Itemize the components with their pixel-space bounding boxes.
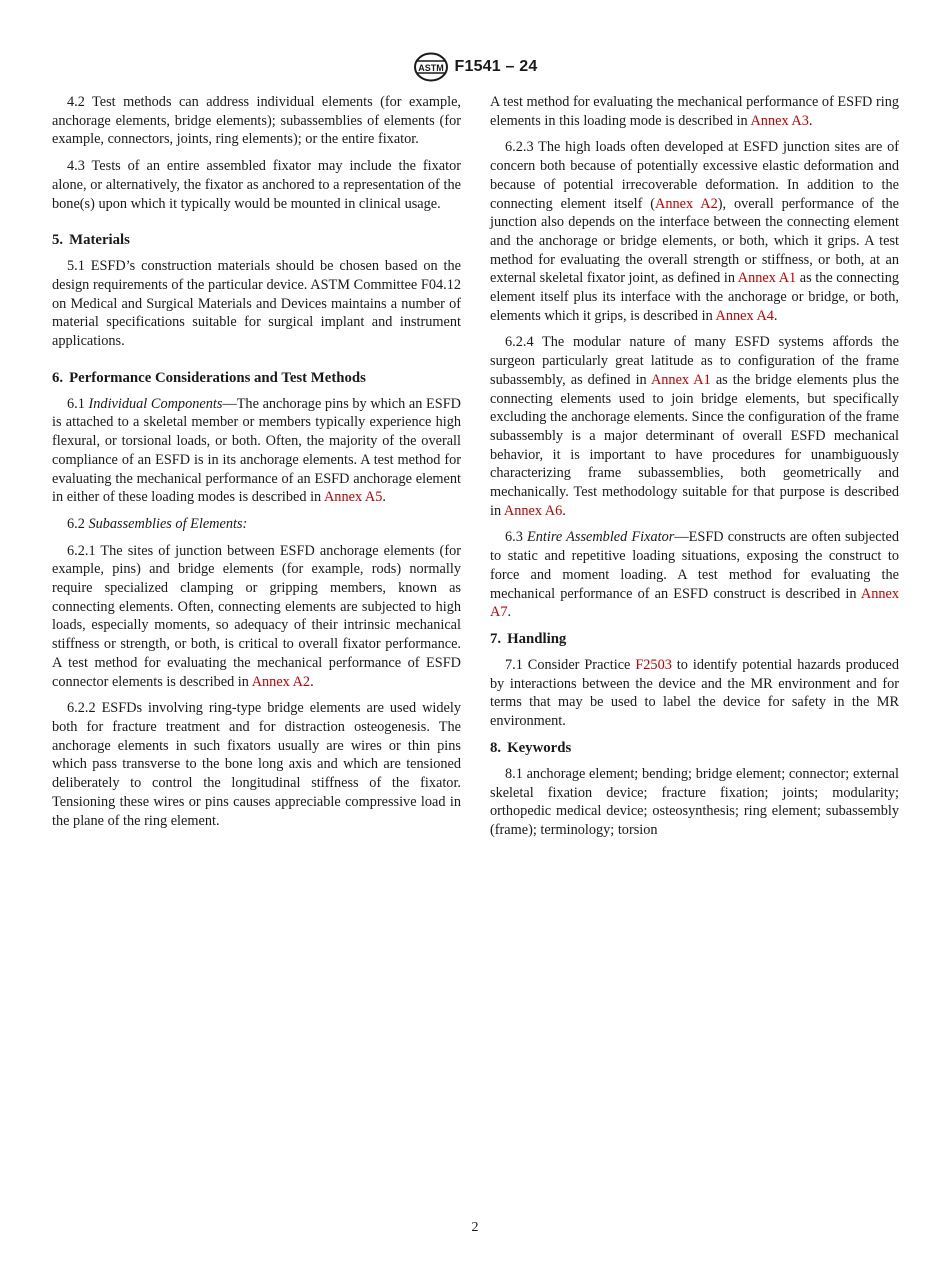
- section-6-2: 6.2 Subassemblies of Elements:: [67, 515, 248, 532]
- heading-performance: 6. Performance Considerations and Test Methods: [52, 369, 366, 386]
- section-5-1: 5.1 ESFD’s construction materials should be chosen based on the design requirements of the particular device. ASTM Committee F04.12 on Medical and Surgical Materials and Devices maintains a number of material specifications suitable for surgical implant and instrument applications.: [52, 258, 461, 350]
- section-6-1: 6.1 Individual Components—The anchorage pins by which an ESFD is attached to a skeletal member or members typically experience high flexural, or torsional loads, or both. Often, the majority of the overall compliance of an ESFD is in its anchorage elements. A test method for evaluating the mechanical performance of an ESFD anchorage element in either of these loading modes is described in Annex A5.: [52, 395, 461, 506]
- heading-handling: 7. Handling: [490, 630, 567, 647]
- section-6-2-2-continued: A test method for evaluating the mechanical performance of ESFD ring elements in this loading mode is described in Annex A3.: [490, 94, 899, 129]
- astm-logo: [413, 52, 449, 82]
- link-annex-a5[interactable]: Annex A5: [323, 489, 383, 506]
- page-header: [0, 52, 950, 82]
- section-8-1: 8.1 anchorage element; bending; bridge element; connector; external skeletal fixation device; fracture fixation; joints; modularity; orthopedic medical device; osteosynthesis; ring element; subassembly (frame); terminology; torsion: [490, 765, 899, 838]
- section-6-2-1: 6.2.1 The sites of junction between ESFD anchorage elements (for example, pins) and bridge elements (for example, rods) normally require specialized clamping or gripping members, known as connecting elements. Often, connecting elements are subjected to high loads, especially moments, so adequacy of their intrinsic mechanical stiffness or strength, or both, is critical to overall fixator performance. A test method for evaluating the mechanical performance of ESFD connector elements is described in Annex A2.: [52, 542, 461, 690]
- section-6-3: 6.3 Entire Assembled Fixator—ESFD constructs are often subjected to static and repetitive loading situations, exposing the construct to force and moment loading. A test method for evaluating the mechanical performance of an ESFD construct is described in Annex A7.: [490, 529, 900, 621]
- section-7-1: 7.1 Consider Practice F2503 to identify potential hazards produced by interactions between the device and the MR environment and for terms that may be used to label the device for safety in the MR environment.: [490, 656, 899, 730]
- link-annex-a2[interactable]: Annex A2: [655, 195, 718, 212]
- section-6-2-4: 6.2.4 The modular nature of many ESFD systems affords the surgeon particularly great latitude as to configuration of the frame subassembly, as defined in Annex A1 as the bridge elements plus the connecting elements used to join bridge elements, but specifically excluding the anchorage elements. Since the configuration of the frame subassembly is a major determinant of overall ESFD mechanical behavior, it is important to have procedures for unambiguously characterizing frame subassemblies, both geometrically and mechanically. Test methodology suitable for that purpose is described in Annex A6.: [490, 334, 899, 519]
- link-annex-a2[interactable]: Annex A2: [251, 673, 311, 690]
- page-number: 2: [471, 1220, 479, 1235]
- section-4-3: 4.3 Tests of an entire assembled fixator may include the fixator alone, or alternatively, the fixator as anchored to a representation of the bone(s) upon which it typically would be mounted in clinical usage.: [52, 158, 461, 212]
- link-annex-a1[interactable]: Annex A1: [650, 371, 711, 388]
- link-f2503[interactable]: F2503: [635, 656, 672, 673]
- link-annex-a6[interactable]: Annex A6: [503, 502, 563, 519]
- left-column: [52, 93, 461, 830]
- document-id: F1541 – 24: [454, 58, 538, 75]
- heading-materials: 5. Materials: [52, 232, 130, 249]
- link-annex-a1[interactable]: Annex A1: [737, 270, 797, 287]
- link-annex-a4[interactable]: Annex A4: [715, 307, 774, 324]
- link-annex-a7[interactable]: Annex A7: [490, 585, 899, 621]
- section-4-2: 4.2 Test methods can address individual elements (for example, anchorage elements, bridge elements); subassemblies of elements (for example, connectors, joints, ring elements); or the entire fixator.: [52, 94, 461, 148]
- section-6-2-2: 6.2.2 ESFDs involving ring-type bridge elements are used widely both for fracture treatment and for distraction osteogenesis. The anchorage elements in such fixators usually are wires or thin pins which pass transverse to the bone long axis and which are tensioned deliberately to control the longitudinal stiffness of the fixator. Tensioning these wires or pins causes appreciable compressive load in the plane of the ring element.: [52, 700, 461, 829]
- heading-keywords: 8. Keywords: [490, 739, 572, 756]
- link-annex-a3[interactable]: Annex A3: [750, 112, 809, 129]
- logo-text: ASTM: [417, 63, 444, 73]
- right-column: [490, 93, 899, 848]
- section-6-2-3: 6.2.3 The high loads often developed at ESFD junction sites are of concern both because of potentially excessive elastic deformation and because of potential irrecoverable deformation. In addition to the connecting element itself (Annex A2), overall performance of the junction also depends on the interface between the connecting element and the anchorage or bridge elements, or both, which it grips. A test method for evaluating the overall strength or stiffness, or both, at an external skeletal fixator joint, as defined in Annex A1 as the connecting element itself plus its interface with the anchorage or bridge, or both, elements which it grips, is described in Annex A4.: [490, 139, 900, 324]
